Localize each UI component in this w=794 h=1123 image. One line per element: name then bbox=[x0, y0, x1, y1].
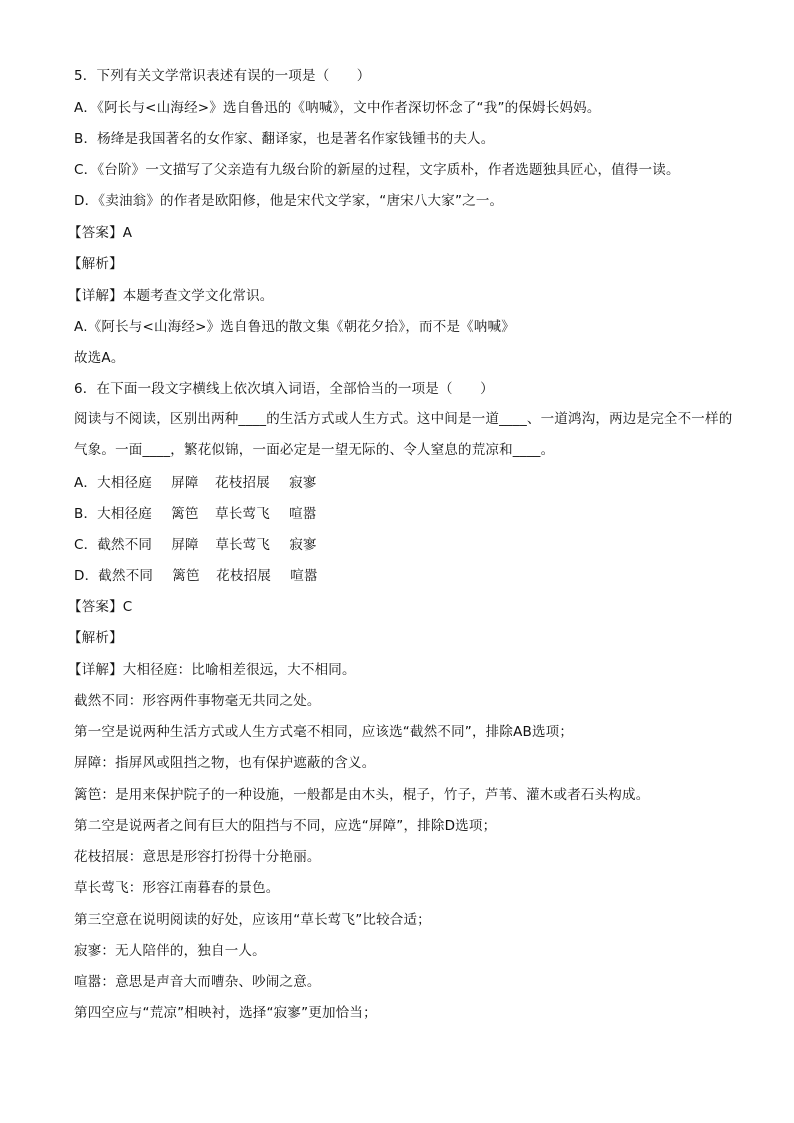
option-word: 截然不同 bbox=[98, 568, 154, 584]
question-6-analysis-line: 【详解】大相径庭：比喻相差很远，大不相同。 bbox=[68, 662, 356, 678]
question-5-detail: 【详解】本题考查文学文化常识。 bbox=[68, 288, 274, 304]
option-word: 篱笆 bbox=[171, 506, 199, 522]
question-6-analysis-line: 草长莺飞：形容江南暮春的景色。 bbox=[74, 880, 280, 896]
question-6-analysis-line: 篱笆：是用来保护院子的一种设施，一般都是由木头，棍子，竹子，芦苇、灌木或者石头构成。 bbox=[74, 787, 650, 803]
option-word: 寂寥 bbox=[289, 537, 317, 553]
question-6-analysis-line: 第四空应与“荒凉”相映衬，选择“寂寥”更加恰当； bbox=[74, 1005, 377, 1021]
question-6-stem: 6．在下面一段文字横线上依次填入词语，全部恰当的一项是（ ） bbox=[74, 381, 494, 397]
option-letter: D． bbox=[74, 568, 99, 584]
option-word: 屏障 bbox=[171, 475, 199, 491]
question-6-analysis-line: 寂寥：无人陪伴的，独自一人。 bbox=[74, 943, 266, 959]
option-word: 花枝招展 bbox=[215, 475, 270, 491]
option-word: 截然不同 bbox=[97, 537, 153, 553]
question-5-option-b: B．杨绛是我国著名的女作家、翻译家，也是著名作家钱锺书的夫人。 bbox=[74, 131, 495, 147]
question-6-analysis-line: 喧嚣：意思是声音大而嘈杂、吵闹之意。 bbox=[74, 974, 321, 990]
option-word: 寂寥 bbox=[289, 475, 317, 491]
question-6-answer: 【答案】C bbox=[68, 599, 133, 615]
question-6-analysis-line: 截然不同：形容两件事物毫无共同之处。 bbox=[74, 693, 321, 709]
option-word: 大相径庭 bbox=[97, 475, 152, 491]
option-word: 草长莺飞 bbox=[215, 537, 271, 553]
option-word: 花枝招展 bbox=[216, 568, 272, 584]
question-6-option-d bbox=[74, 566, 734, 586]
question-6-analysis-line: 花枝招展：意思是形容打扮得十分艳丽。 bbox=[74, 849, 321, 865]
option-word: 篱笆 bbox=[172, 568, 200, 584]
question-6-option-a bbox=[74, 473, 734, 493]
option-word: 喧嚣 bbox=[289, 506, 317, 522]
question-6-option-b bbox=[74, 504, 734, 524]
question-5-option-a: A．《阿长与<山海经>》选自鲁迅的《呐喊》，文中作者深切怀念了“我”的保姆长妈妈。 bbox=[74, 100, 601, 116]
question-5-explanation: A.《阿长与<山海经>》选自鲁迅的散文集《朝花夕拾》，而不是《呐喊》 bbox=[74, 319, 515, 335]
option-letter: A． bbox=[74, 475, 98, 491]
option-letter: B． bbox=[74, 506, 98, 522]
question-5-analysis-heading: 【解析】 bbox=[68, 256, 123, 272]
question-6-analysis-line: 屏障：指屏风或阻挡之物，也有保护遮蔽的含义。 bbox=[74, 755, 376, 771]
question-6-analysis-line: 第一空是说两种生活方式或人生方式毫不相同，应该选“截然不同”，排除AB选项； bbox=[74, 724, 574, 740]
option-word: 喧嚣 bbox=[290, 568, 318, 584]
question-5-option-c: C．《台阶》一文描写了父亲造有九级台阶的新屋的过程，文字质朴，作者选题独具匠心，值得一读。 bbox=[74, 162, 680, 178]
question-6-passage: 阅读与不阅读，区别出两种____的生活方式或人生方式。这中间是一道____、一道鸿沟，两边是完全不一样的气象。一面____，繁花似锦，一面必定是一望无际的、令人窒息的荒凉和____。 bbox=[74, 411, 733, 458]
option-word: 屏障 bbox=[171, 537, 199, 553]
question-6-analysis-heading: 【解析】 bbox=[68, 630, 123, 646]
question-6-analysis-line: 第三空意在说明阅读的好处，应该用“草长莺飞”比较合适； bbox=[74, 912, 431, 928]
question-6-option-c bbox=[74, 535, 734, 555]
question-5-conclusion: 故选A。 bbox=[74, 350, 125, 366]
question-5-answer: 【答案】A bbox=[68, 225, 133, 241]
option-word: 草长莺飞 bbox=[215, 506, 270, 522]
question-5-option-d: D．《卖油翁》的作者是欧阳修，他是宋代文学家，“唐宋八大家”之一。 bbox=[74, 193, 504, 209]
option-word: 大相径庭 bbox=[97, 506, 152, 522]
question-6-analysis-line: 第二空是说两者之间有巨大的阻挡与不同，应选“屏障”，排除D选项； bbox=[74, 818, 497, 834]
question-5-stem: 5．下列有关文学常识表述有误的一项是（ ） bbox=[74, 68, 371, 84]
option-letter: C． bbox=[74, 537, 98, 553]
